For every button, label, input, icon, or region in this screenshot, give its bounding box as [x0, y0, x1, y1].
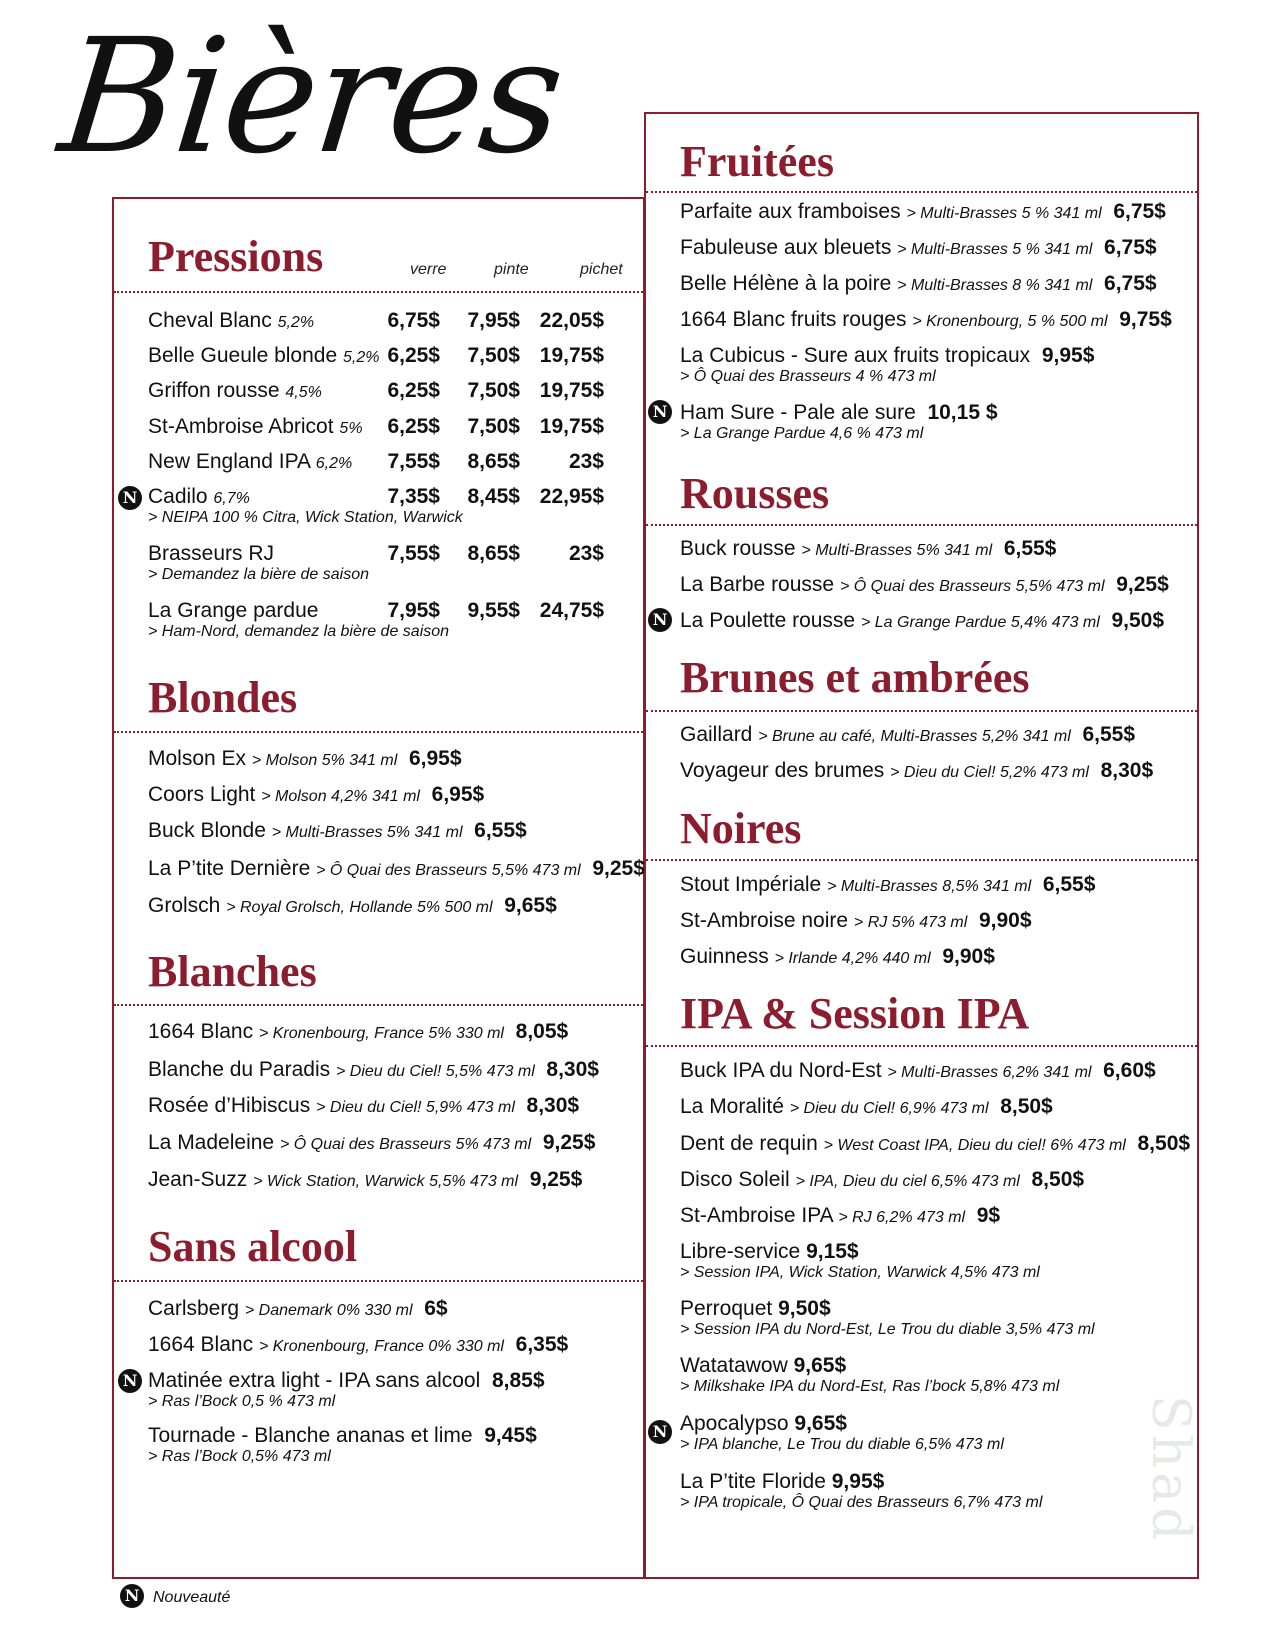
item-price: 8,50$: [1031, 1168, 1085, 1191]
section-title-brunes: Brunes et ambrées: [680, 653, 1030, 702]
item-name: New England IPA: [148, 450, 310, 473]
price-verre: 6,75$: [387, 309, 440, 332]
price-pinte: 8,65$: [467, 450, 520, 473]
item-price: 6,55$: [474, 819, 527, 842]
item-meta: > Multi-Brasses 5 % 341 ml: [897, 241, 1093, 258]
item-abv: 5%: [339, 420, 363, 437]
left-menu-panel: [112, 197, 645, 1579]
item-price: 8,85$: [491, 1369, 545, 1392]
price-pichet: 19,75$: [539, 415, 604, 438]
item-name: Voyageur des brumes: [680, 759, 885, 782]
section-title-rousses: Rousses: [680, 469, 830, 518]
item-detail: > IPA blanche, Le Trou du diable 6,5% 473 ml: [680, 1436, 1004, 1453]
section-title-sans-alcool: Sans alcool: [148, 1222, 358, 1271]
list-item: [680, 273, 1157, 294]
item-price: 9,50$: [778, 1297, 831, 1320]
list-item: [680, 1355, 846, 1376]
item-name: Matinée extra light - IPA sans alcool: [148, 1369, 481, 1392]
item-price: 8,50$: [1000, 1095, 1053, 1118]
item-abv: 5,2%: [343, 349, 380, 366]
item-name: Fabuleuse aux bleuets: [680, 236, 892, 259]
item-meta: > Brune au café, Multi-Brasses 5,2% 341 ml: [758, 728, 1071, 745]
list-item: [680, 1205, 1000, 1226]
item-price: 9,95$: [831, 1470, 885, 1493]
item-name: Brasseurs RJ: [148, 542, 275, 565]
item-name: 1664 Blanc: [148, 1333, 254, 1356]
col-header-pinte: pinte: [494, 261, 529, 278]
list-item: [680, 1413, 847, 1434]
item-price: 8,50$: [1137, 1132, 1191, 1155]
list-item: [680, 345, 1094, 366]
item-meta: > Multi-Brasses 8 % 341 ml: [897, 277, 1093, 294]
item-price: 6,55$: [1082, 723, 1136, 746]
item-name: Gaillard: [680, 723, 753, 746]
list-item: [148, 345, 379, 366]
item-name: La P’tite Floride: [680, 1470, 826, 1493]
item-price: 8,05$: [515, 1020, 569, 1043]
item-meta: > Irlande 4,2% 440 ml: [774, 950, 931, 967]
page-title: Bières: [52, 5, 570, 189]
item-name: Apocalypso: [680, 1412, 789, 1435]
item-detail: > Ras l’Bock 0,5 % 473 ml: [148, 1393, 336, 1410]
item-price: 6,35$: [515, 1333, 569, 1356]
price-verre: 6,25$: [387, 344, 440, 367]
item-meta: > Ô Quai des Brasseurs 5,5% 473 ml: [839, 578, 1105, 595]
list-item: [148, 1298, 448, 1319]
item-meta: > RJ 5% 473 ml: [853, 914, 968, 931]
item-meta: > Ô Quai des Brasseurs 5% 473 ml: [279, 1136, 532, 1153]
section-divider: [114, 1004, 643, 1006]
item-price: 8,30$: [1100, 759, 1154, 782]
item-name: Guinness: [680, 945, 769, 968]
item-name: Watatawow: [680, 1354, 788, 1377]
list-item: [680, 1241, 859, 1262]
price-pinte: 7,50$: [467, 415, 520, 438]
item-price: 6,95$: [408, 747, 462, 770]
list-item: [148, 858, 645, 879]
list-item: [680, 201, 1166, 222]
price-verre: 7,95$: [387, 599, 440, 622]
price-verre: 7,55$: [387, 450, 440, 473]
list-item: [148, 451, 352, 472]
item-price: 8,30$: [526, 1094, 580, 1117]
item-detail: > Milkshake IPA du Nord-Est, Ras l’bock 5,8% 473 ml: [680, 1378, 1060, 1395]
item-price: 6,75$: [1104, 272, 1157, 295]
price-verre: 6,25$: [387, 415, 440, 438]
list-item: [680, 1169, 1084, 1190]
item-meta: > Kronenbourg, France 5% 330 ml: [258, 1025, 504, 1042]
price-verre: 6,25$: [387, 379, 440, 402]
item-price: 9,95$: [1041, 344, 1095, 367]
item-name: Rosée d’Hibiscus: [148, 1094, 311, 1117]
item-name: La Barbe rousse: [680, 573, 835, 596]
item-price: 9,25$: [542, 1131, 596, 1154]
item-meta: > La Grange Pardue 5,4% 473 ml: [860, 614, 1100, 631]
item-price: 9$: [976, 1204, 1001, 1227]
price-pichet: 22,05$: [539, 309, 604, 332]
list-item: [148, 600, 318, 621]
list-item: [680, 538, 1056, 559]
col-header-verre: verre: [410, 261, 447, 278]
item-name: Buck IPA du Nord-Est: [680, 1059, 882, 1082]
item-meta: > Danemark 0% 330 ml: [244, 1302, 413, 1319]
list-item: [148, 310, 314, 331]
item-name: Grolsch: [148, 894, 221, 917]
list-item: [148, 486, 250, 507]
item-name: Tournade - Blanche ananas et lime: [148, 1424, 473, 1447]
item-meta: > Kronenbourg, France 0% 330 ml: [258, 1338, 504, 1355]
item-meta: > Ô Quai des Brasseurs 5,5% 473 ml: [316, 862, 581, 879]
list-item: [680, 910, 1032, 931]
item-name: Libre-service: [680, 1240, 801, 1263]
section-title-blanches: Blanches: [148, 947, 317, 996]
item-name: 1664 Blanc: [148, 1020, 254, 1043]
item-meta: > Dieu du Ciel! 6,9% 473 ml: [789, 1100, 989, 1117]
item-name: Carlsberg: [148, 1297, 240, 1320]
list-item: [680, 1133, 1190, 1154]
col-header-pichet: pichet: [580, 261, 623, 278]
price-pinte: 9,55$: [467, 599, 520, 622]
section-divider: [646, 191, 1197, 193]
list-item: [680, 237, 1157, 258]
item-price: 9,50$: [1111, 609, 1165, 632]
item-meta: > Kronenbourg, 5 % 500 ml: [912, 313, 1108, 330]
item-meta: > IPA, Dieu du ciel 6,5% 473 ml: [795, 1173, 1020, 1190]
price-pinte: 8,45$: [467, 485, 520, 508]
item-price: 9,15$: [806, 1240, 859, 1263]
item-name: Dent de requin: [680, 1132, 818, 1155]
new-badge-icon: N: [648, 1420, 672, 1444]
list-item: [680, 724, 1135, 745]
item-price: 9,90$: [942, 945, 995, 968]
item-name: Stout Impériale: [680, 873, 822, 896]
item-abv: 6,7%: [213, 490, 250, 507]
legend-badge-icon: N: [120, 1584, 144, 1608]
item-abv: 4,5%: [285, 384, 322, 401]
item-name: St-Ambroise IPA: [680, 1204, 833, 1227]
item-name: Perroquet: [680, 1297, 773, 1320]
item-name: 1664 Blanc fruits rouges: [680, 308, 907, 331]
item-meta: > Royal Grolsch, Hollande 5% 500 ml: [226, 899, 493, 916]
section-title-ipa: IPA & Session IPA: [680, 989, 1030, 1038]
item-name: La Cubicus - Sure aux fruits tropicaux: [680, 344, 1031, 367]
item-name: Griffon rousse: [148, 379, 280, 402]
section-title-pressions: Pressions: [148, 232, 324, 281]
item-detail: > Ô Quai des Brasseurs 4 % 473 ml: [680, 368, 936, 385]
section-divider: [646, 859, 1197, 861]
item-meta: > Dieu du Ciel! 5,5% 473 ml: [335, 1063, 535, 1080]
item-name: Jean-Suzz: [148, 1168, 248, 1191]
list-item: [148, 1334, 568, 1355]
price-pinte: 7,50$: [467, 379, 520, 402]
price-pichet: 22,95$: [539, 485, 604, 508]
section-divider: [114, 291, 643, 293]
item-price: 9,65$: [504, 894, 557, 917]
item-price: 8,30$: [546, 1058, 599, 1081]
list-item: [148, 1132, 595, 1153]
item-price: 6,75$: [1104, 236, 1157, 259]
item-meta: > Molson 4,2% 341 ml: [261, 788, 420, 805]
item-detail: > IPA tropicale, Ô Quai des Brasseurs 6,7% 473 ml: [680, 1494, 1043, 1511]
item-price: 9,25$: [529, 1168, 583, 1191]
item-price: 9,75$: [1119, 308, 1172, 331]
price-verre: 7,35$: [387, 485, 440, 508]
price-pinte: 7,95$: [467, 309, 520, 332]
list-item: [680, 1298, 831, 1319]
item-name: La Moralité: [680, 1095, 784, 1118]
list-item: [148, 1370, 545, 1391]
price-verre: 7,55$: [387, 542, 440, 565]
item-meta: > Molson 5% 341 ml: [251, 752, 398, 769]
item-name: Belle Hélène à la poire: [680, 272, 892, 295]
list-item: [148, 895, 557, 916]
list-item: [680, 1096, 1053, 1117]
list-item: [680, 309, 1172, 330]
item-price: 9,65$: [793, 1354, 847, 1377]
list-item: [680, 874, 1095, 895]
item-price: 6,55$: [1003, 537, 1057, 560]
item-detail: > Ham-Nord, demandez la bière de saison: [148, 623, 450, 640]
item-name: Cadilo: [148, 485, 208, 508]
list-item: [148, 820, 527, 841]
item-detail: > La Grange Pardue 4,6 % 473 ml: [680, 425, 924, 442]
item-price: 9,90$: [978, 909, 1032, 932]
item-detail: > Session IPA, Wick Station, Warwick 4,5% 473 ml: [680, 1264, 1040, 1281]
item-name: La Madeleine: [148, 1131, 275, 1154]
item-abv: 5,2%: [277, 314, 315, 331]
item-name: Buck Blonde: [148, 819, 266, 842]
section-divider: [646, 710, 1197, 712]
item-price: 6,95$: [431, 783, 485, 806]
item-abv: 6,2%: [315, 455, 353, 472]
item-detail: > Demandez la bière de saison: [148, 566, 370, 583]
item-name: Buck rousse: [680, 537, 796, 560]
item-meta: > West Coast IPA, Dieu du ciel! 6% 473 ml: [823, 1137, 1126, 1154]
list-item: [148, 784, 484, 805]
item-meta: > Multi-Brasses 5 % 341 ml: [906, 205, 1102, 222]
list-item: [680, 946, 995, 967]
item-price: 9,45$: [484, 1424, 537, 1447]
item-name: St-Ambroise noire: [680, 909, 849, 932]
item-name: La Grange pardue: [148, 599, 319, 622]
section-divider: [114, 1280, 643, 1282]
item-price: 9,25$: [1116, 573, 1169, 596]
item-price: 9,25$: [592, 857, 645, 880]
list-item: [148, 1059, 599, 1080]
price-pinte: 7,50$: [467, 344, 520, 367]
item-price: 6$: [424, 1297, 448, 1320]
item-detail: > NEIPA 100 % Citra, Wick Station, Warwick: [148, 509, 463, 526]
new-badge-icon: N: [118, 1369, 142, 1393]
item-name: Disco Soleil: [680, 1168, 790, 1191]
item-detail: > Ras l’Bock 0,5% 473 ml: [148, 1448, 331, 1465]
item-name: La Poulette rousse: [680, 609, 856, 632]
legend-label: Nouveauté: [153, 1589, 231, 1606]
item-price: 6,55$: [1042, 873, 1096, 896]
list-item: [148, 1021, 568, 1042]
list-item: [680, 574, 1169, 595]
list-item: [148, 1425, 537, 1446]
item-name: Cheval Blanc: [148, 309, 272, 332]
item-name: La P’tite Dernière: [148, 857, 311, 880]
section-title-noires: Noires: [680, 804, 802, 853]
list-item: [680, 610, 1164, 631]
list-item: [680, 1060, 1156, 1081]
item-meta: > Multi-Brasses 5% 341 ml: [271, 824, 463, 841]
list-item: [148, 416, 363, 437]
item-meta: > Dieu du Ciel! 5,2% 473 ml: [890, 764, 1089, 781]
list-item: [148, 1169, 582, 1190]
list-item: [680, 402, 998, 423]
section-divider: [646, 1045, 1197, 1047]
new-badge-icon: N: [118, 486, 142, 510]
item-name: Parfaite aux framboises: [680, 200, 901, 223]
section-title-fruitees: Fruitées: [680, 137, 834, 186]
right-menu-panel: [644, 112, 1199, 1579]
item-price: 6,75$: [1113, 200, 1166, 223]
price-pinte: 8,65$: [467, 542, 520, 565]
section-title-blondes: Blondes: [148, 673, 298, 722]
item-name: Coors Light: [148, 783, 256, 806]
list-item: [680, 760, 1153, 781]
item-meta: > Wick Station, Warwick 5,5% 473 ml: [253, 1173, 519, 1190]
list-item: [680, 1471, 884, 1492]
price-pichet: 19,75$: [539, 379, 604, 402]
item-name: Ham Sure - Pale ale sure: [680, 401, 916, 424]
price-pichet: 24,75$: [539, 599, 604, 622]
item-price: 6,60$: [1103, 1059, 1156, 1082]
item-name: Blanche du Paradis: [148, 1058, 331, 1081]
price-pichet: 23$: [568, 542, 604, 565]
list-item: [148, 380, 322, 401]
price-pichet: 19,75$: [539, 344, 604, 367]
section-divider: [646, 524, 1197, 526]
item-price: 9,65$: [794, 1412, 847, 1435]
item-meta: > Multi-Brasses 8,5% 341 ml: [827, 878, 1032, 895]
item-meta: > Dieu du Ciel! 5,9% 473 ml: [316, 1099, 515, 1116]
item-price: 10,15 $: [927, 401, 998, 424]
item-name: Belle Gueule blonde: [148, 344, 338, 367]
item-name: St-Ambroise Abricot: [148, 415, 334, 438]
price-pichet: 23$: [568, 450, 604, 473]
watermark: Shad: [1140, 1395, 1200, 1545]
item-meta: > Multi-Brasses 6,2% 341 ml: [887, 1064, 1092, 1081]
item-meta: > RJ 6,2% 473 ml: [838, 1209, 966, 1226]
list-item: [148, 543, 274, 564]
item-name: Molson Ex: [148, 747, 247, 770]
new-badge-icon: N: [648, 608, 672, 632]
new-badge-icon: N: [648, 400, 672, 424]
list-item: [148, 748, 462, 769]
section-divider: [114, 731, 643, 733]
item-detail: > Session IPA du Nord-Est, Le Trou du diable 3,5% 473 ml: [680, 1321, 1095, 1338]
item-meta: > Multi-Brasses 5% 341 ml: [801, 542, 993, 559]
list-item: [148, 1095, 579, 1116]
